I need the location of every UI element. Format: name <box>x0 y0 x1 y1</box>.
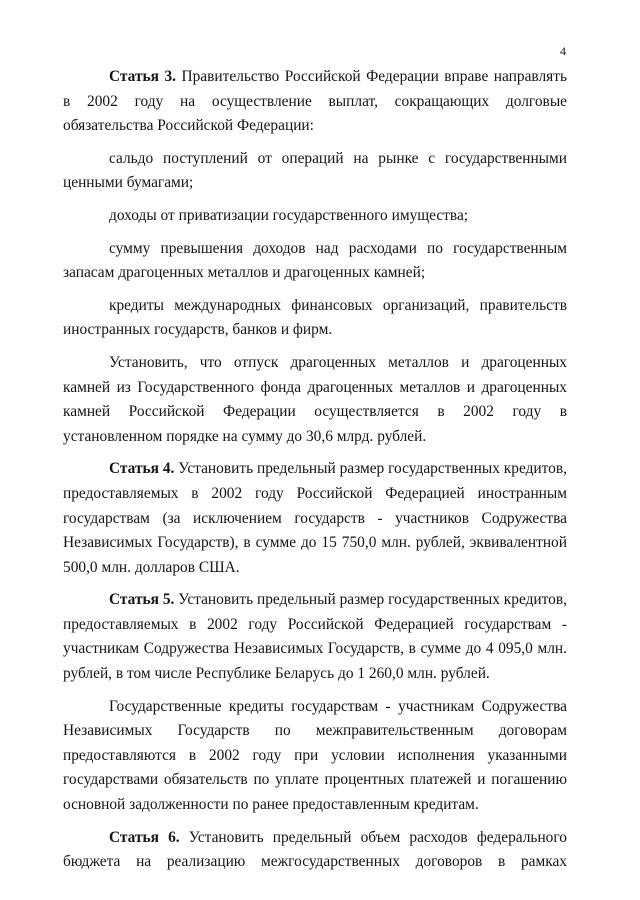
list-item-text: кредиты международных финансовых организаций, правительств иностранных государств, банков и фирм. <box>63 296 567 339</box>
paragraph-precious-metals <box>63 351 567 449</box>
paragraph-article-3 <box>63 65 567 139</box>
paragraph-article-6 <box>63 826 567 875</box>
list-item-text: сумму превышения доходов над расходами по государственным запасам драгоценных металлов и драгоценных камней; <box>63 239 567 282</box>
paragraph-list-item <box>63 147 567 196</box>
paragraph-article-5 <box>63 588 567 686</box>
article-6-text: Установить предельный объем расходов федерального бюджета на реализацию межгосударственных договоров в рамках <box>63 828 567 871</box>
article-4-label: Статья 4. <box>109 460 175 478</box>
article-3-text: Правительство Российской Федерации вправе направлять в 2002 году на осуществление выплат, сокращающих долговые обязательства Российской Федерации: <box>63 68 567 135</box>
paragraph-list-item <box>63 294 567 343</box>
list-item-text: сальдо поступлений от операций на рынке с государственными ценными бумагами; <box>63 149 567 192</box>
paragraph-list-item <box>63 237 567 286</box>
paragraph-text: Государственные кредиты государствам - участникам Содружества Независимых Государств по межправительственным договорам предоставляются в 2002 году при условии исполнения указанными государствами обязательств по уплате процентных платежей и погашению основной задолженности по ранее предоставленным кредитам. <box>63 697 567 814</box>
page-number: 4 <box>560 44 566 58</box>
article-5-label: Статья 5. <box>109 591 175 609</box>
article-4-text: Установить предельный размер государственных кредитов, предоставляемых в 2002 году Российской Федерацией иностранным государствам (за исключением государств - участников Содружества Независимых Государств), в сумме до 15 750,0 млн. рублей, эквивалентной 500,0 млн. долларов США. <box>63 460 567 576</box>
paragraph-list-item <box>63 204 567 229</box>
document-body <box>63 65 567 883</box>
paragraph-cis-credits <box>63 695 567 818</box>
article-6-label: Статья 6. <box>109 828 180 846</box>
article-3-label: Статья 3. <box>109 68 177 85</box>
list-item-text: доходы от приватизации государственного имущества; <box>109 206 469 224</box>
article-5-text: Установить предельный размер государственных кредитов, предоставляемых в 2002 году Российской Федерацией государствам - участникам Содружества Независимых Государств, в сумме до 4 095,0 млн. рублей, в том числе Республике Беларусь до 1 260,0 млн. рублей. <box>63 591 567 683</box>
paragraph-text: Установить, что отпуск драгоценных металлов и драгоценных камней из Государственного фонда драгоценных металлов и драгоценных камней Российской Федерации осуществляется в 2002 году в установленном порядке на сумму до 30,6 млрд. рублей. <box>63 353 567 445</box>
paragraph-article-4 <box>63 457 567 580</box>
